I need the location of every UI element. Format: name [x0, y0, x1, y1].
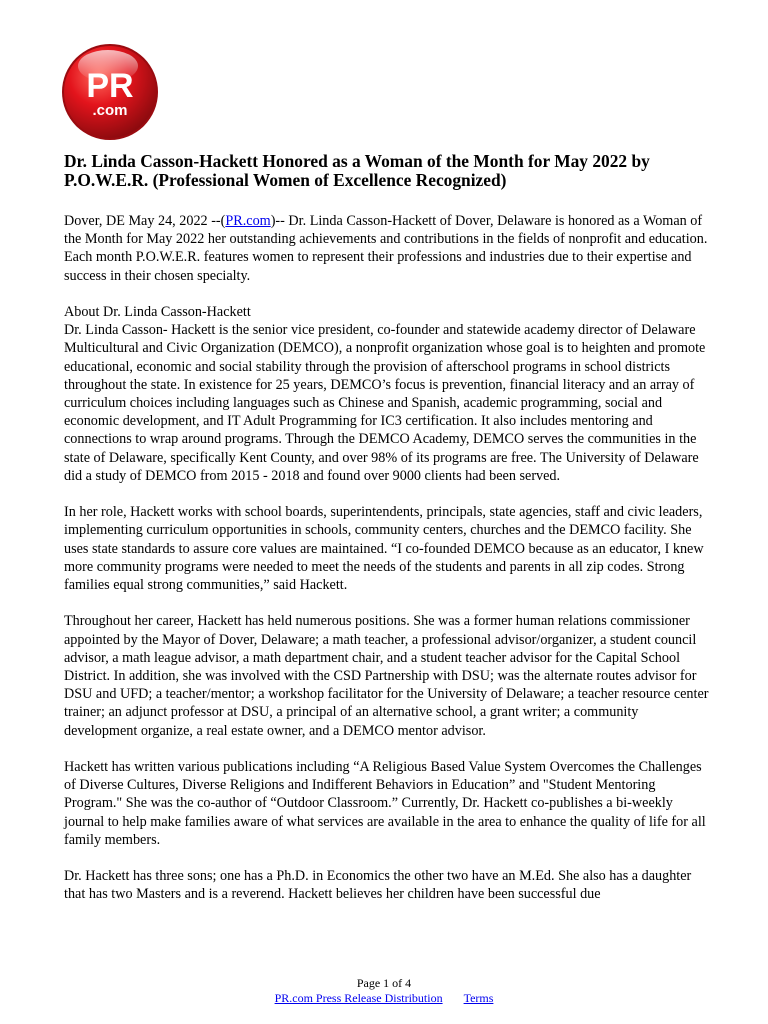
- page-footer: [0, 976, 768, 1006]
- terms-link[interactable]: Terms: [463, 991, 494, 1005]
- press-release-body: [64, 212, 714, 922]
- about-heading: About Dr. Linda Casson-Hackett: [64, 304, 251, 320]
- dateline: Dover, DE May 24, 2022 --(: [64, 213, 226, 229]
- about-paragraph: [64, 303, 714, 485]
- press-release-headline: Dr. Linda Casson-Hackett Honored as a Woman of the Month for May 2022 by P.O.W.E.R. (Professional Women of Excellence Recognized): [64, 151, 650, 190]
- page-number: Page 1 of 4: [356, 976, 412, 990]
- intro-paragraph: [64, 212, 714, 285]
- press-release-distribution-link[interactable]: PR.com Press Release Distribution: [274, 991, 443, 1005]
- publications-paragraph: Hackett has written various publications including “A Religious Based Value System Overcomes the Challenges of Diverse Cultures, Diverse Religions and Indifferent Behaviors in Education” and "Student Mentoring Program." She was the co-author of “Outdoor Classroom.” Currently, Dr. Hackett co-publishes a bi-weekly journal to help make families aware of what services are available in the area to enhance the quality of life for all family members.: [64, 759, 706, 848]
- career-paragraph: Throughout her career, Hackett has held numerous positions. She was a former human relations commissioner appointed by the Mayor of Dover, Delaware; a math teacher, a professional advisor/organizer, a student council advisor, a math league advisor, a math department chair, and a student teacher advisor for the Capital School District. In addition, she was involved with the CSD Partnership with DSU; was the alternate routes advisor for DSU and UFD; a teacher/mentor; a workshop facilitator for the University of Delaware; a teacher resource center trainer; an adjunct professor at DSU, a principal of an alternative school, a grant writer; a community development organize, a real estate owner, and a DEMCO mentor advisor.: [64, 613, 709, 739]
- intro-text: )-- Dr. Linda Casson-Hackett of Dover, Delaware is honored as a Woman of the Month for May 2022 her outstanding achievements and contributions in the fields of nonprofit and education. Each month P.O.W.E.R. features women to represent their professions and industries due to their expertise and success in their chosen specialty.: [64, 213, 708, 284]
- logo-text-pr: PR: [86, 67, 134, 105]
- footer-links: [0, 991, 768, 1006]
- pr-com-source-link[interactable]: PR.com: [225, 213, 271, 229]
- family-paragraph: Dr. Hackett has three sons; one has a Ph.D. in Economics the other two have an M.Ed. She also has a daughter that has two Masters and is a reverend. Hackett believes her children have been successful due: [64, 868, 692, 903]
- role-paragraph: In her role, Hackett works with school boards, superintendents, principals, state agencies, staff and civic leaders, implementing curriculum opportunities in schools, community centers, churches and the DEMCO facility. She uses state standards to assure core values are maintained. “I co-founded DEMCO because as an educator, I knew more community programs were needed to meet the needs of the students and parents in all zip codes. Strong families equal strong communities,” said Hackett.: [64, 504, 704, 594]
- about-text: Dr. Linda Casson- Hackett is the senior vice president, co-founder and statewide academy director of Delaware Multicultural and Civic Organization (DEMCO), a nonprofit organization whose goal is to heighten and promote educational, economic and social stability through the provision of afterschool programs in school districts throughout the state. In existence for 25 years, DEMCO’s focus is prevention, financial literacy and an array of curriculum choices including languages such as Chinese and Spanish, academic programming, social and economic development, and IT Adult Programming for IC3 certification. It also includes mentoring and connections to wrap around programs. Through the DEMCO Academy, DEMCO serves the communities in the state of Delaware, specifically Kent County, and over 98% of its programs are free. The University of Delaware did a study of DEMCO from 2015 - 2018 and found over 9000 clients had been served.: [64, 322, 706, 484]
- pr-com-logo[interactable]: [58, 40, 162, 144]
- logo-text-com: .com: [92, 102, 128, 119]
